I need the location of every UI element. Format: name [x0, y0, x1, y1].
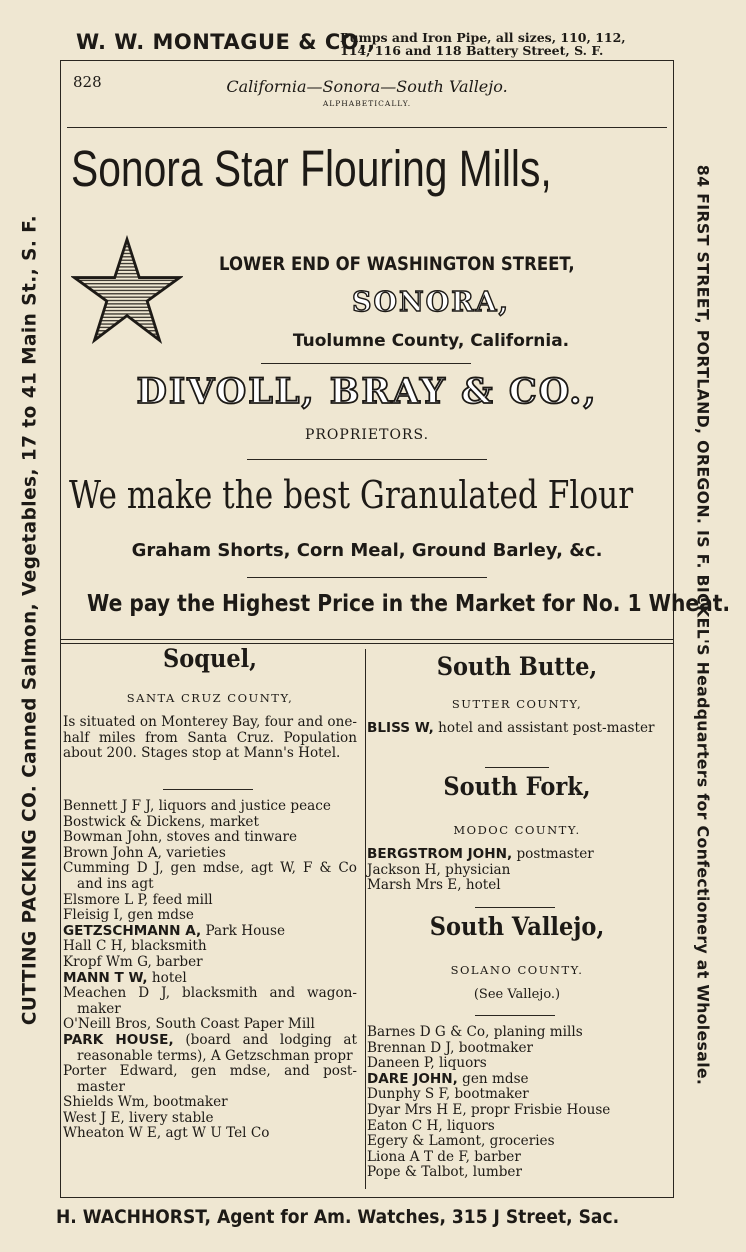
directory-entry: [63, 971, 357, 987]
column-divider: [365, 649, 366, 1189]
directory-entry: [63, 1111, 357, 1127]
ad-rule-3: [247, 577, 487, 578]
entry-text: Brennan D J, bootmaker: [367, 1039, 534, 1056]
mill-county: Tuolumne County, California.: [292, 331, 570, 351]
right-margin-advertisement: [676, 80, 730, 1170]
directory-entry: [63, 893, 357, 909]
entry-text: Eaton C H, liquors: [367, 1117, 495, 1134]
directory-entry: [63, 908, 357, 924]
entry-text: Liona A T de F, barber: [367, 1148, 521, 1165]
directory-entry: [63, 986, 357, 1017]
entry-text: Pope & Talbot, lumber: [367, 1164, 522, 1181]
cutting-packing-ad-text: CUTTING PACKING CO. Canned Salmon, Vegetables, 17 to 41 Main St., S. F.: [19, 214, 41, 1026]
south-fork-heading: South Fork,: [443, 772, 591, 801]
directory-entry: [367, 1134, 667, 1150]
directory-entry: [367, 1072, 667, 1088]
entry-text: Kropf Wm G, barber: [63, 953, 203, 970]
entry-name-bold: DARE JOHN,: [367, 1070, 458, 1087]
directory-entry: [367, 1165, 667, 1181]
entry-text: (board and lodging at reasonable terms), A Getzschman propr: [77, 1031, 357, 1064]
soquel-heading: Soquel,: [162, 644, 258, 673]
directory-entry: [367, 1103, 667, 1119]
entry-text: Elsmore L P, feed mill: [63, 891, 213, 908]
right-column: [367, 651, 667, 1191]
mill-ad-title: Sonora Star Flouring Mills,: [71, 140, 552, 197]
directory-entry: [367, 863, 667, 879]
directory-entry: [63, 815, 357, 831]
directory-entry: [367, 1056, 667, 1072]
left-margin-advertisement: [4, 70, 56, 1170]
directory-entry: [63, 799, 357, 815]
south-fork-separator: [475, 907, 555, 908]
entry-text: Bowman John, stoves and tinware: [63, 829, 298, 846]
montague-address-line2: 114, 116 and 118 Battery Street, S. F.: [340, 43, 604, 58]
soquel-description: Is situated on Monterey Bay, four and one-half miles from Santa Cruz. Population about 200. Stages stop at Mann's Hotel.: [63, 714, 357, 762]
directory-entry: [63, 846, 357, 862]
soquel-county: SANTA CRUZ COUNTY,: [126, 691, 294, 705]
entry-text: O'Neill Bros, South Coast Paper Mill: [63, 1016, 315, 1033]
directory-entry: [367, 1087, 667, 1103]
directory-entry: [367, 721, 667, 737]
entry-name-bold: BLISS W,: [367, 720, 434, 736]
entry-text: Park House: [201, 922, 286, 939]
proprietors-label: PROPRIETORS.: [304, 427, 430, 443]
south-butte-entries: [367, 721, 667, 737]
running-subtitle: ALPHABETICALLY.: [322, 99, 412, 108]
entry-text: Porter Edward, gen mdse, and post-master: [63, 1063, 357, 1095]
mill-town: SONORA,: [351, 287, 510, 318]
ad-rule-2: [247, 459, 487, 460]
directory-entry: [63, 1017, 357, 1033]
south-vallejo-heading: South Vallejo,: [429, 912, 605, 941]
south-vallejo-county: SOLANO COUNTY.: [450, 963, 584, 977]
montague-firm-name: W. W. MONTAGUE & CO.,: [76, 30, 376, 54]
entry-text: Hall C H, blacksmith: [63, 938, 207, 955]
entry-text: Dunphy S F, bootmaker: [367, 1086, 529, 1103]
ad-bottom-rule-1: [61, 639, 673, 640]
entry-text: Bostwick & Dickens, market: [63, 813, 259, 830]
soquel-entries: [63, 799, 357, 1142]
entry-text: Dyar Mrs H E, propr Frisbie House: [367, 1101, 611, 1118]
entry-text: Wheaton W E, agt W U Tel Co: [63, 1125, 270, 1142]
star-icon: [71, 235, 183, 347]
entry-text: Shields Wm, bootmaker: [63, 1094, 228, 1111]
entry-text: hotel: [147, 969, 187, 986]
directory-entry: [367, 1119, 667, 1135]
directory-entry: [63, 1064, 357, 1095]
soquel-section: [63, 644, 357, 1191]
directory-entry: [63, 1126, 357, 1142]
directory-entry: [63, 861, 357, 892]
directory-entry: [63, 830, 357, 846]
entry-text: Jackson H, physician: [367, 861, 511, 878]
wheat-line: We pay the Highest Price in the Market for No. 1 Wheat.: [87, 591, 731, 617]
south-vallejo-separator: [475, 1015, 555, 1016]
south-vallejo-entries: [367, 1025, 667, 1181]
ad-bottom-rule-2: [61, 643, 673, 644]
entry-text: Barnes D G & Co, planing mills: [367, 1024, 583, 1040]
ad-rule-1: [261, 363, 471, 364]
proprietor-firm: DIVOLL, BRAY & CO.,: [136, 371, 598, 412]
entry-text: postmaster: [512, 846, 594, 862]
entry-text: Meachen D J, blacksmith and wagon-maker: [63, 985, 357, 1017]
bickel-ad-text: 84 FIRST STREET, PORTLAND, OREGON. IS F. BICKEL'S Headquarters for Confectionery at Wholesale.: [693, 164, 713, 1086]
directory-entry: [367, 847, 667, 863]
entry-name-bold: BERGSTROM JOHN,: [367, 846, 513, 862]
directory-entry: [367, 878, 667, 894]
entry-text: Brown John A, varieties: [63, 844, 226, 861]
entry-text: West J E, livery stable: [63, 1109, 214, 1126]
directory-entry: [63, 939, 357, 955]
see-vallejo-note: (See Vallejo.): [473, 987, 561, 1002]
entry-text: gen mdse: [457, 1070, 529, 1087]
products-line: Graham Shorts, Corn Meal, Ground Barley, &c.: [131, 540, 603, 561]
running-title: California—Sonora—South Vallejo.: [226, 77, 508, 96]
entry-text: Marsh Mrs E, hotel: [367, 877, 501, 894]
south-fork-entries: [367, 847, 667, 894]
entry-name-bold: PARK HOUSE,: [63, 1031, 174, 1048]
montague-address-line1: Pumps and Iron Pipe, all sizes, 110, 112,: [340, 30, 626, 45]
top-advertisement-banner: [60, 22, 680, 62]
south-butte-separator: [485, 767, 549, 768]
entry-text: Cumming D J, gen mdse, agt W, F & Co and ins agt: [63, 860, 357, 892]
entry-name-bold: GETZSCHMANN A,: [63, 922, 202, 939]
entry-text: hotel and assistant post-master: [433, 720, 655, 736]
flour-slogan: We make the best Granulated Flour: [69, 473, 634, 517]
directory-entry: [367, 1025, 667, 1041]
directory-entry: [367, 1041, 667, 1057]
entry-name-bold: MANN T W,: [63, 969, 148, 986]
south-fork-county: MODOC COUNTY.: [453, 823, 581, 837]
entry-text: Bennett J F J, liquors and justice peace: [63, 798, 331, 814]
header-rule: [67, 127, 667, 128]
bottom-advertisement-banner: H. WACHHORST, Agent for Am. Watches, 315 J Street, Sac.: [56, 1206, 620, 1228]
soquel-separator: [163, 789, 253, 790]
directory-entry: [63, 955, 357, 971]
entry-text: Daneen P, liquors: [367, 1055, 487, 1072]
south-butte-county: SUTTER COUNTY,: [451, 697, 583, 711]
entry-text: Fleisig I, gen mdse: [63, 907, 194, 924]
south-butte-heading: South Butte,: [436, 652, 598, 681]
directory-entry: [63, 1095, 357, 1111]
directory-entry: [63, 924, 357, 940]
directory-entry: [63, 1033, 357, 1064]
directory-entry: [367, 1150, 667, 1166]
page-number: 828: [73, 73, 102, 91]
entry-text: Egery & Lamont, groceries: [367, 1133, 555, 1150]
montague-address: [340, 31, 680, 57]
mill-address: LOWER END OF WASHINGTON STREET,: [219, 253, 575, 275]
